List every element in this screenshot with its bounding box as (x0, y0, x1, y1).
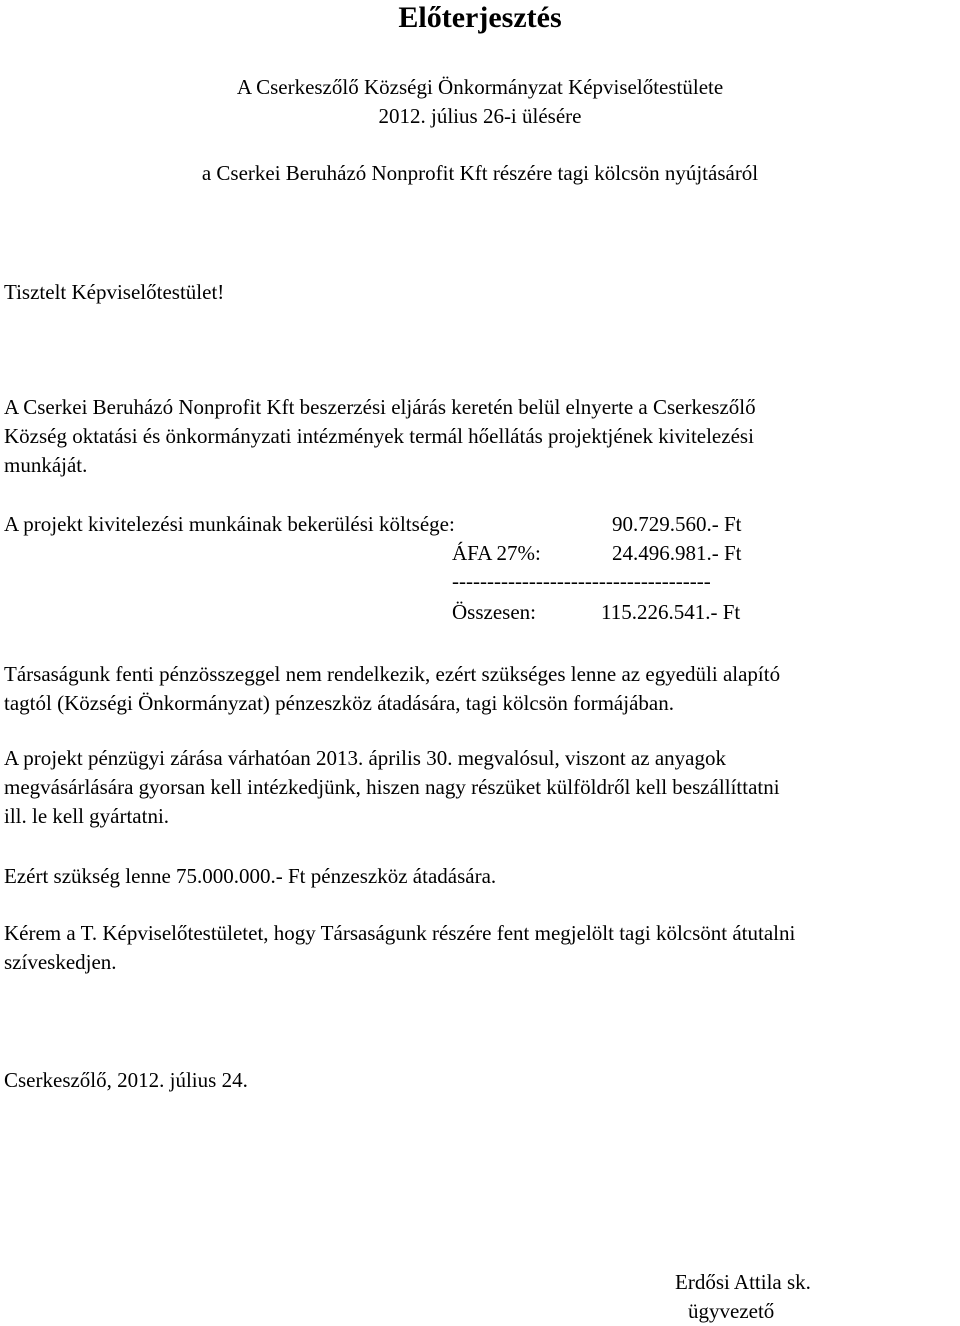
paragraph-1-line: Község oktatási és önkormányzati intézmények termál hőellátás projektjének kivitelezési (4, 424, 754, 448)
subject-line: a Cserkei Beruházó Nonprofit Kft részére tagi kölcsön nyújtásáról (201, 161, 759, 185)
paragraph-4: Ezért szükség lenne 75.000.000.- Ft pénzeszköz átadására. (4, 864, 497, 888)
paragraph-5-line: szíveskedjen. (4, 950, 117, 974)
paragraph-1 (4, 393, 956, 480)
paragraph-3-line: A projekt pénzügyi zárása várhatóan 2013. április 30. megvalósul, viszont az anyagok (4, 746, 726, 770)
cost-value: 90.729.560.- Ft (612, 512, 742, 536)
cost-label: A projekt kivitelezési munkáinak bekerülési költsége: (4, 512, 455, 536)
paragraph-3-line: megvásárlására gyorsan kell intézkedjünk, hiszen nagy részüket külföldről kell beszállíttatni (4, 775, 780, 799)
sum-separator: ------------------------------------- (452, 569, 711, 593)
paragraph-2 (4, 660, 956, 718)
vat-value: 24.496.981.- Ft (612, 541, 742, 565)
header-line-2: 2012. július 26-i ülésére (378, 104, 582, 128)
signature-name: Erdősi Attila sk. (675, 1270, 811, 1294)
paragraph-3 (4, 744, 956, 831)
paragraph-5-line: Kérem a T. Képviselőtestületet, hogy Társaságunk részére fent megjelölt tagi kölcsönt átutalni (4, 921, 796, 945)
paragraph-1-line: A Cserkei Beruházó Nonprofit Kft beszerzési eljárás keretén belül elnyerte a Cserkeszőlő (4, 395, 756, 419)
place-date: Cserkeszőlő, 2012. július 24. (4, 1068, 248, 1092)
salutation: Tisztelt Képviselőtestület! (4, 280, 225, 304)
paragraph-3-line: ill. le kell gyártatni. (4, 804, 170, 828)
paragraph-1-line: munkáját. (4, 453, 88, 477)
vat-label: ÁFA 27%: (452, 541, 541, 565)
total-value: 115.226.541.- Ft (601, 600, 741, 624)
paragraph-2-line: Társaságunk fenti pénzösszeggel nem rendelkezik, ezért szükséges lenne az egyedüli alapító (4, 662, 781, 686)
paragraph-5 (4, 919, 956, 977)
total-label: Összesen: (452, 600, 536, 624)
signature-title: ügyvezető (688, 1299, 775, 1323)
document-title: Előterjesztés (398, 1, 562, 34)
header-line-1: A Cserkeszőlő Községi Önkormányzat Képviselőtestülete (236, 75, 724, 99)
paragraph-2-line: tagtól (Községi Önkormányzat) pénzeszköz átadására, tagi kölcsön formájában. (4, 691, 674, 715)
